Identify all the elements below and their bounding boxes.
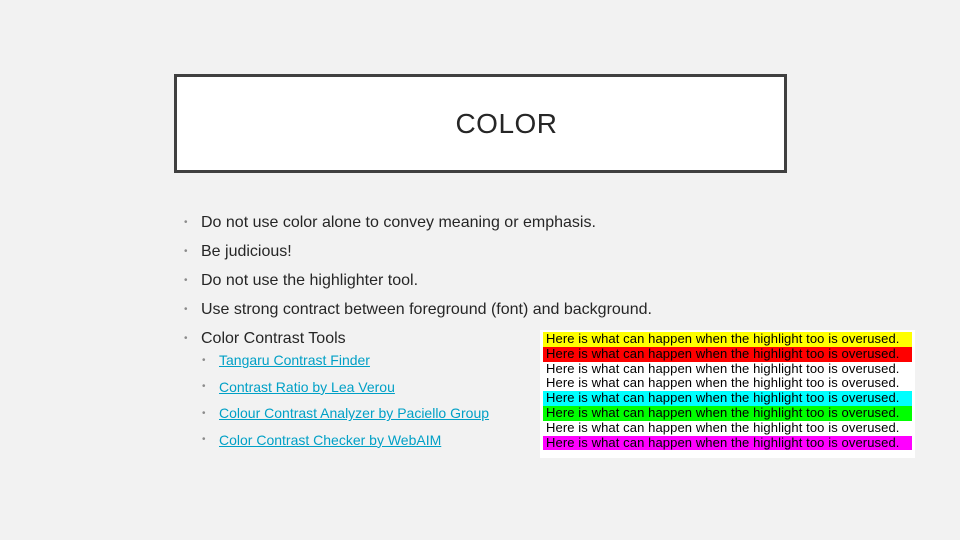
tool-link-item — [202, 374, 489, 401]
highlighted-text-row: Here is what can happen when the highlight too is overused. — [543, 332, 912, 347]
bullet-text: Be judicious! — [201, 242, 292, 260]
tools-link-list — [202, 347, 489, 453]
tool-link-colour-contrast-analyzer[interactable]: Colour Contrast Analyzer by Paciello Group — [219, 405, 490, 422]
highlighted-text-row: Here is what can happen when the highlight too is overused. — [543, 376, 912, 391]
tool-link-item — [202, 347, 489, 374]
tool-link-item — [202, 427, 489, 454]
bullet-dot-icon: • — [184, 246, 188, 257]
bullet-dot-icon: • — [202, 407, 206, 419]
highlighted-text-row: Here is what can happen when the highlight too is overused. — [543, 406, 912, 421]
slide-title: COLOR — [455, 107, 558, 139]
bullet-dot-icon: • — [184, 333, 188, 344]
highlighted-text-row: Here is what can happen when the highlight too is overused. — [543, 362, 912, 377]
highlighter-overuse-example-image — [540, 330, 915, 458]
highlighted-text-row: Here is what can happen when the highlight too is overused. — [543, 391, 912, 406]
highlighted-text-row: Here is what can happen when the highlight too is overused. — [543, 347, 912, 362]
bullet-text: Do not use color alone to convey meaning or emphasis. — [201, 213, 596, 231]
bullet-text: Do not use the highlighter tool. — [201, 271, 419, 289]
bullet-item — [184, 237, 652, 266]
bullet-item — [184, 295, 652, 324]
tool-link-item — [202, 400, 489, 427]
bullet-dot-icon: • — [184, 304, 188, 315]
bullet-dot-icon: • — [184, 275, 188, 286]
highlighted-text-row: Here is what can happen when the highlight too is overused. — [543, 436, 912, 451]
highlighted-text-row: Here is what can happen when the highlight too is overused. — [543, 421, 912, 436]
bullet-text: Use strong contract between foreground (font) and background. — [201, 300, 652, 318]
bullet-dot-icon: • — [184, 217, 188, 228]
title-box — [174, 74, 787, 173]
bullet-dot-icon: • — [202, 434, 206, 446]
tool-link-webaim-checker[interactable]: Color Contrast Checker by WebAIM — [219, 431, 442, 448]
bullet-text: Color Contrast Tools — [201, 329, 346, 347]
bullet-item — [184, 208, 652, 237]
bullet-dot-icon: • — [202, 381, 206, 393]
bullet-item — [184, 266, 652, 295]
tool-link-contrast-ratio[interactable]: Contrast Ratio by Lea Verou — [219, 378, 395, 395]
bullet-dot-icon: • — [202, 354, 206, 366]
tool-link-tangaru[interactable]: Tangaru Contrast Finder — [219, 352, 370, 369]
